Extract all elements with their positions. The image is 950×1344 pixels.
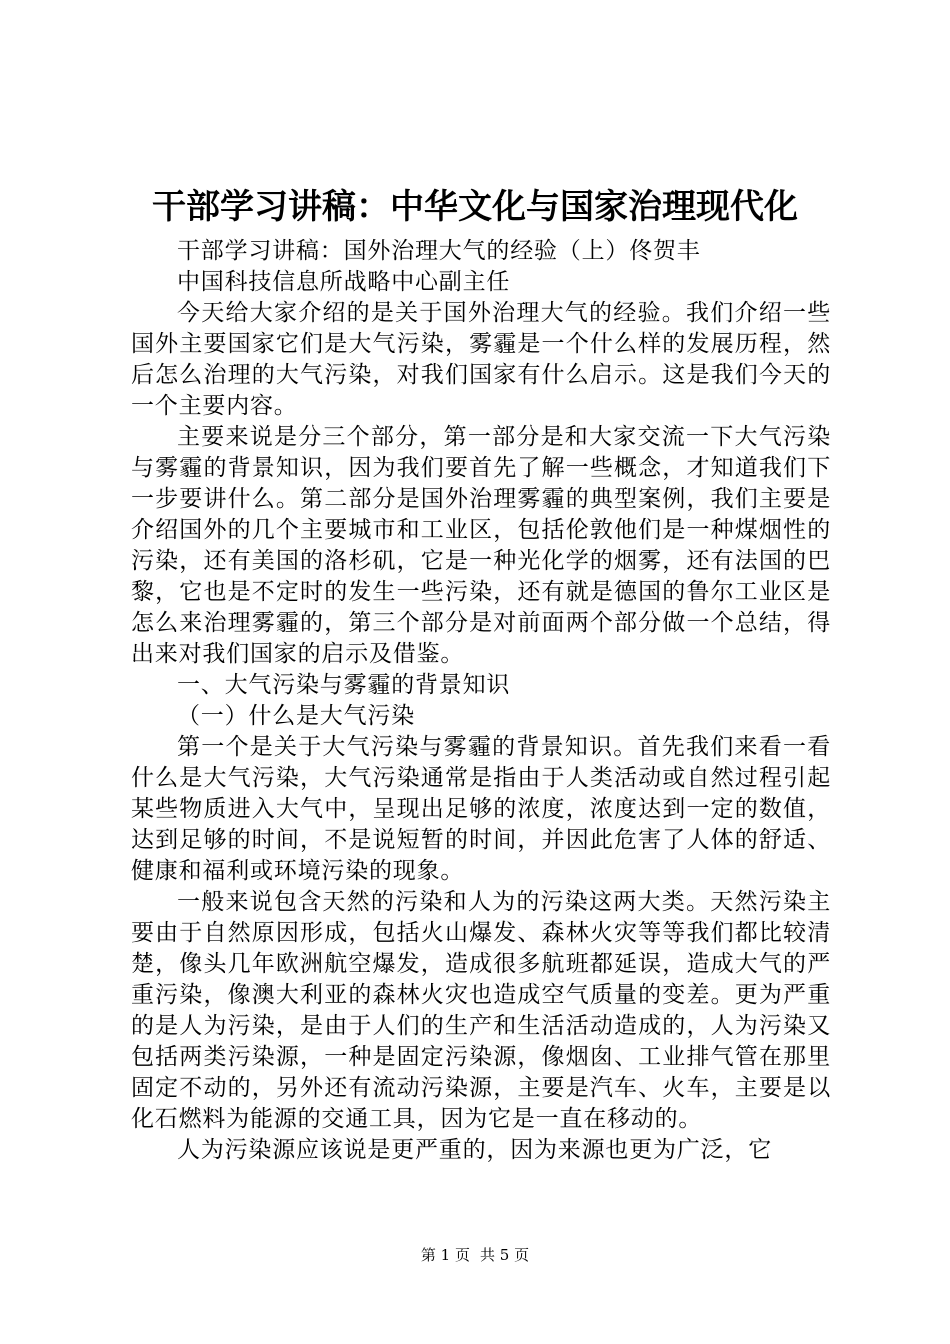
body-paragraph: 一般来说包含天然的污染和人为的污染这两大类。天然污染主要由于自然原因形成，包括火山爆发、森林火灾等等我们都比较清楚，像头几年欧洲航空爆发，造成很多航班都延误，造成大气的严重污染，像澳大利亚的森林火灾也造成空气质量的变差。更为严重的是人为污染，是由于人们的生产和生活活动造成的，人为污染又包括两类污染源，一种是固定污染源，像烟囱、工业排气管在那里固定不动的，另外还有流动污染源，主要是汽车、火车，主要是以化石燃料为能源的交通工具，因为它是一直在移动的。 <box>131 889 831 1132</box>
page-total: 共 5 页 <box>480 1246 530 1264</box>
author-affiliation: 中国科技信息所战略中心副主任 <box>177 269 511 295</box>
section-heading: 一、大气污染与雾霾的背景知识 <box>177 672 511 698</box>
page-number: 第 1 页 <box>420 1246 470 1264</box>
subsection-heading: （一）什么是大气污染 <box>177 703 415 729</box>
document-title: 干部学习讲稿：中华文化与国家治理现代化 <box>152 187 798 227</box>
document-body <box>131 236 831 1166</box>
body-paragraph: 人为污染源应该说是更严重的，因为来源也更为广泛，它 <box>177 1137 772 1163</box>
subtitle-line: 干部学习讲稿：国外治理大气的经验（上）佟贺丰 <box>177 238 701 264</box>
body-paragraph: 主要来说是分三个部分，第一部分是和大家交流一下大气污染与雾霾的背景知识，因为我们要首先了解一些概念，才知道我们下一步要讲什么。第二部分是国外治理雾霾的典型案例，我们主要是介绍国外的几个主要城市和工业区，包括伦敦他们是一种煤烟性的污染，还有美国的洛杉矶，它是一种光化学的烟雾，还有法国的巴黎，它也是不定时的发生一些污染，还有就是德国的鲁尔工业区是怎么来治理雾霾的，第三个部分是对前面两个部分做一个总结，得出来对我们国家的启示及借鉴。 <box>131 424 831 667</box>
body-paragraph: 今天给大家介绍的是关于国外治理大气的经验。我们介绍一些国外主要国家它们是大气污染，雾霾是一个什么样的发展历程，然后怎么治理的大气污染，对我们国家有什么启示。这是我们今天的一个主要内容。 <box>131 300 831 419</box>
body-paragraph: 第一个是关于大气污染与雾霾的背景知识。首先我们来看一看什么是大气污染，大气污染通常是指由于人类活动或自然过程引起某些物质进入大气中，呈现出足够的浓度，浓度达到一定的数值，达到足够的时间，不是说短暂的时间，并因此危害了人体的舒适、健康和福利或环境污染的现象。 <box>131 734 831 884</box>
page-footer <box>0 1245 950 1265</box>
